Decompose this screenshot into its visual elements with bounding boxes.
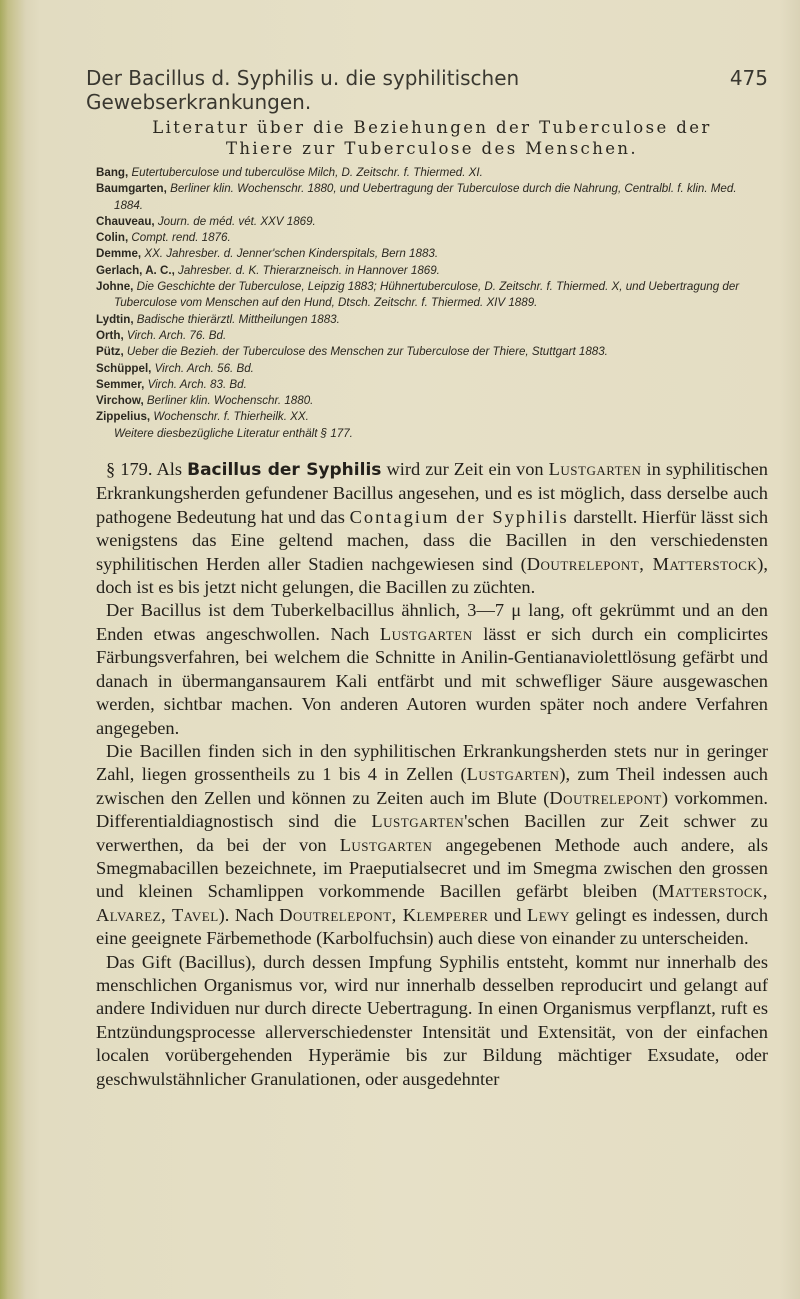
reference-work: Wochenschr. f. Thierheilk. XX. — [150, 410, 309, 424]
reference-entry — [96, 263, 768, 279]
reference-author: Zippelius, — [96, 410, 151, 424]
literature-heading-line2: Thiere zur Tuberculose des Menschen. — [225, 139, 639, 158]
text-run: lässt er sich durch ein complicirtes Färbungsverfahren, bei welchem die Schnitte in Anilin-Gentianaviolettlösung gefärbt und danach in übermangansaurem Kali entfärbt und mit schwefliger Säure ausgewaschen werden, sichtbar machen. Von anderen Autoren wurden später noch andere Verfahren angegeben. — [96, 623, 768, 738]
text-run: in syphilitischen Erkrankungsherden gefundener Bacillus angesehen, und es ist möglich, dass derselbe auch pathogene Bedeutung hat und das — [96, 459, 768, 527]
reference-work: Virch. Arch. 83. Bd. — [144, 377, 247, 391]
reference-author: Schüppel, — [96, 361, 152, 375]
text-run: und — [488, 904, 527, 925]
running-title: Der Bacillus d. Syphilis u. die syphilitischen Gewebserkrankungen. — [86, 66, 520, 114]
text-run: darstellt. Hierfür lässt sich wenigstens das Eine geltend machen, dass die Bacillen in den verschiedensten syphilitischen Herden aller Stadien nachgewiesen sind ( — [96, 506, 769, 574]
reference-work: Die Geschichte der Tuberculose, Leipzig 1883; Hühnertuberculose, D. Zeitschr. f. Thiermed. X, und Uebertragung der Tuberculose vom Menschen auf den Hund, Dtsch. Zeitschr. f. Thiermed. XIV 1889. — [114, 280, 740, 310]
reference-entry — [96, 409, 768, 425]
literature-heading — [96, 117, 768, 159]
reference-work: XX. Jahresber. d. Jenner'schen Kinderspitals, Bern 1883. — [141, 247, 439, 261]
reference-author: Johne, — [96, 280, 134, 294]
reference-entry — [96, 328, 768, 344]
reference-work: Badische thierärztl. Mittheilungen 1883. — [133, 312, 340, 326]
reference-entry — [96, 165, 768, 181]
reference-work: Jahresber. d. K. Thierarzneisch. in Hannover 1869. — [174, 263, 440, 277]
author-name: Matterstock, Alvarez, Tavel — [96, 881, 768, 925]
reference-author: Lydtin, — [96, 312, 134, 326]
reference-author: Chauveau, — [96, 214, 155, 228]
reference-note: Weitere diesbezügliche Literatur enthält § 177. — [114, 426, 353, 440]
reference-author: Baumgarten, — [96, 182, 167, 196]
reference-work: Virch. Arch. 56. Bd. — [151, 361, 254, 375]
text-run: ). Nach — [218, 904, 280, 925]
page-edge-shadow — [0, 0, 26, 1299]
reference-author: Bang, — [96, 166, 129, 179]
page-number: 475 — [729, 66, 768, 90]
text-run: 'schen Bacillen zur Zeit schwer zu verwerthen, da bei der von — [96, 811, 768, 855]
reference-work: Compt. rend. 1876. — [128, 231, 231, 245]
text-run: angegebenen Methode auch andere, als Smegmabacillen bezeichnete, im Praeputialsecret und im Smegma zwischen den grossen und kleinen Schamlippen vorkommende Bacillen gefärbt bleiben ( — [96, 834, 768, 902]
reference-entry — [96, 246, 768, 262]
reference-entry — [96, 181, 768, 214]
reference-work: Eutertuberculose und tuberculöse Milch, D. Zeitschr. f. Thiermed. XI. — [128, 166, 483, 179]
reference-author: Gerlach, A. C., — [96, 263, 175, 277]
text-run: § 179. Als — [106, 459, 188, 480]
paragraph-3 — [96, 740, 768, 951]
reference-author: Colin, — [96, 231, 129, 245]
spaced-term: Contagium der Syphilis — [349, 506, 569, 527]
reference-entry — [96, 279, 768, 312]
section-body — [96, 458, 768, 1091]
paragraph-4 — [96, 951, 768, 1091]
reference-list — [96, 165, 768, 442]
reference-work: Ueber die Bezieh. der Tuberculose des Menschen zur Tuberculose der Thiere, Stuttgart 1883. — [123, 345, 608, 359]
author-name: Lustgarten — [466, 764, 560, 785]
author-name: Doutrelepont, Klemperer — [279, 904, 489, 925]
reference-entry — [96, 214, 768, 230]
reference-entry — [96, 377, 768, 393]
reference-entry — [96, 361, 768, 377]
text-run: Die Bacillen finden sich in den syphilitischen Erkrankungsherden stets nur in geringer Zahl, liegen grossentheils zu 1 bis 4 in Zellen ( — [96, 740, 768, 785]
author-name: Lustgarten — [548, 459, 642, 480]
text-run: ), doch ist es bis jetzt nicht gelungen, die Bacillen zu züchten. — [96, 553, 768, 598]
text-run: gelingt es indessen, durch eine geeignete Färbemethode (Karbolfuchsin) auch diese von einander zu unterscheiden. — [96, 904, 769, 949]
reference-entry — [96, 393, 768, 409]
text-run: Der Bacillus ist dem Tuberkelbacillus ähnlich, 3—7 μ lang, oft gekrümmt und an den Enden etwas angeschwollen. Nach — [96, 600, 768, 644]
author-name: Doutrelepont, Matterstock — [526, 553, 758, 574]
reference-author: Demme, — [96, 247, 142, 261]
reference-author: Pütz, — [96, 345, 124, 359]
text-run: ), zum Theil indessen auch zwischen den Zellen und können zu Zeiten auch im Blute ( — [96, 764, 768, 808]
bold-term: Bacillus der Syphilis — [187, 460, 382, 481]
text-run: wird zur Zeit ein von — [381, 459, 549, 480]
reference-work: Journ. de méd. vét. XXV 1869. — [154, 214, 316, 228]
running-header — [86, 66, 768, 114]
text-run: Das Gift (Bacillus), durch dessen Impfung Syphilis entsteht, kommt nur innerhalb des menschlichen Organismus vor, wird nur innerhalb desselben reproducirt und gelangt auf andere Individuen nur durch directe Uebertragung. In einen Organismus verpflanzt, ruft es Entzündungsprocesse allerverschiedenster Intensität und Extensität, von der einfachen localen vorübergehenden Hyperämie bis zur Bildung mächtiger Exsudate, oder geschwulstähnlicher Granulationen, oder ausgedehnter — [96, 951, 768, 1089]
reference-work: Virch. Arch. 76. Bd. — [123, 328, 227, 342]
author-name: Lustgarten — [379, 623, 473, 644]
author-name: Lewy — [526, 904, 570, 925]
paragraph-1 — [96, 458, 768, 599]
page-content — [96, 117, 768, 1091]
author-name: Lustgarten — [371, 811, 465, 832]
text-run: ) vorkommen. Differentialdiagnostisch sind die — [96, 787, 768, 832]
literature-heading-line1: Literatur über die Beziehungen der Tuberculose der — [152, 118, 712, 137]
reference-work: Berliner klin. Wochenschr. 1880. — [143, 394, 314, 408]
reference-entry — [96, 344, 768, 360]
reference-author: Orth, — [96, 328, 124, 342]
paragraph-2 — [96, 599, 768, 739]
reference-author: Semmer, — [96, 377, 145, 391]
author-name: Doutrelepont — [549, 787, 662, 808]
reference-entry — [96, 230, 768, 246]
reference-author: Virchow, — [96, 394, 144, 408]
reference-entry-note — [96, 426, 768, 442]
reference-entry — [96, 312, 768, 328]
reference-work: Berliner klin. Wochenschr. 1880, und Uebertragung der Tuberculose durch die Nahrung, Centralbl. f. klin. Med. 1884. — [114, 182, 737, 212]
author-name: Lustgarten — [339, 834, 433, 855]
